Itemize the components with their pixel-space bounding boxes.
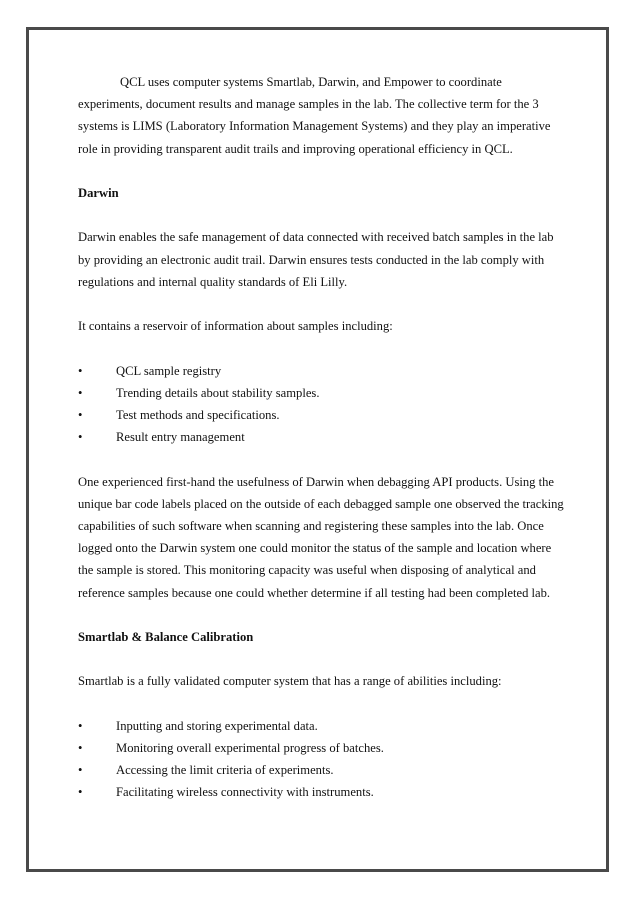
list-item <box>78 404 564 426</box>
smartlab-paragraph-1: Smartlab is a fully validated computer system that has a range of abilities including: <box>78 674 502 689</box>
list-item-text: Result entry management <box>116 430 245 445</box>
document-body <box>78 71 564 804</box>
spacer <box>78 337 564 359</box>
bullet-marker: • <box>78 740 83 755</box>
list-item <box>78 781 564 803</box>
list-item-text: Inputting and storing experimental data. <box>116 718 318 733</box>
darwin-paragraph-2: It contains a reservoir of information about samples including: <box>78 319 393 334</box>
spacer <box>78 160 564 182</box>
darwin-bullet-list <box>78 360 564 449</box>
list-item-text: Trending details about stability samples. <box>116 385 320 400</box>
intro-paragraph: QCL uses computer systems Smartlab, Darwin, and Empower to coordinate experiments, document results and manage samples in the lab. The collective term for the 3 systems is LIMS (Laboratory Information Management Systems) and they play an imperative role in providing transparent audit trails and improving operational efficiency in QCL. <box>78 75 551 156</box>
list-item <box>78 737 564 759</box>
list-item-text: Accessing the limit criteria of experiments. <box>116 763 334 778</box>
bullet-marker: • <box>78 785 83 800</box>
list-item <box>78 382 564 404</box>
list-item-text: Monitoring overall experimental progress of batches. <box>116 740 384 755</box>
list-item <box>78 759 564 781</box>
list-item <box>78 426 564 448</box>
smartlab-heading: Smartlab & Balance Calibration <box>78 629 254 644</box>
bullet-marker: • <box>78 385 83 400</box>
list-item-text: Facilitating wireless connectivity with instruments. <box>116 785 374 800</box>
list-item-text: QCL sample registry <box>116 363 222 378</box>
darwin-paragraph-1: Darwin enables the safe management of data connected with received batch samples in the lab by providing an electronic audit trail. Darwin ensures tests conducted in the lab comply with regulations and internal quality standards of Eli Lilly. <box>78 230 554 289</box>
spacer <box>78 604 564 626</box>
spacer <box>78 648 564 670</box>
spacer <box>78 293 564 315</box>
spacer <box>78 448 564 470</box>
darwin-paragraph-3: One experienced first-hand the usefulness of Darwin when debagging API products. Using the unique bar code labels placed on the outside of each debagged sample one observed the tracking capabilities of such software when scanning and registering these samples into the lab. Once logged onto the Darwin system one could monitor the status of the sample and location where the sample is stored. This monitoring capacity was useful when disposing of analytical and reference samples because one could whether determine if all testing had been completed lab. <box>78 474 564 600</box>
spacer <box>78 204 564 226</box>
bullet-marker: • <box>78 763 83 778</box>
list-item-text: Test methods and specifications. <box>116 407 280 422</box>
list-item <box>78 360 564 382</box>
bullet-marker: • <box>78 718 83 733</box>
list-item <box>78 715 564 737</box>
spacer <box>78 693 564 715</box>
smartlab-bullet-list <box>78 715 564 804</box>
darwin-heading: Darwin <box>78 186 119 200</box>
bullet-marker: • <box>78 430 83 445</box>
bullet-marker: • <box>78 363 83 378</box>
bullet-marker: • <box>78 407 83 422</box>
